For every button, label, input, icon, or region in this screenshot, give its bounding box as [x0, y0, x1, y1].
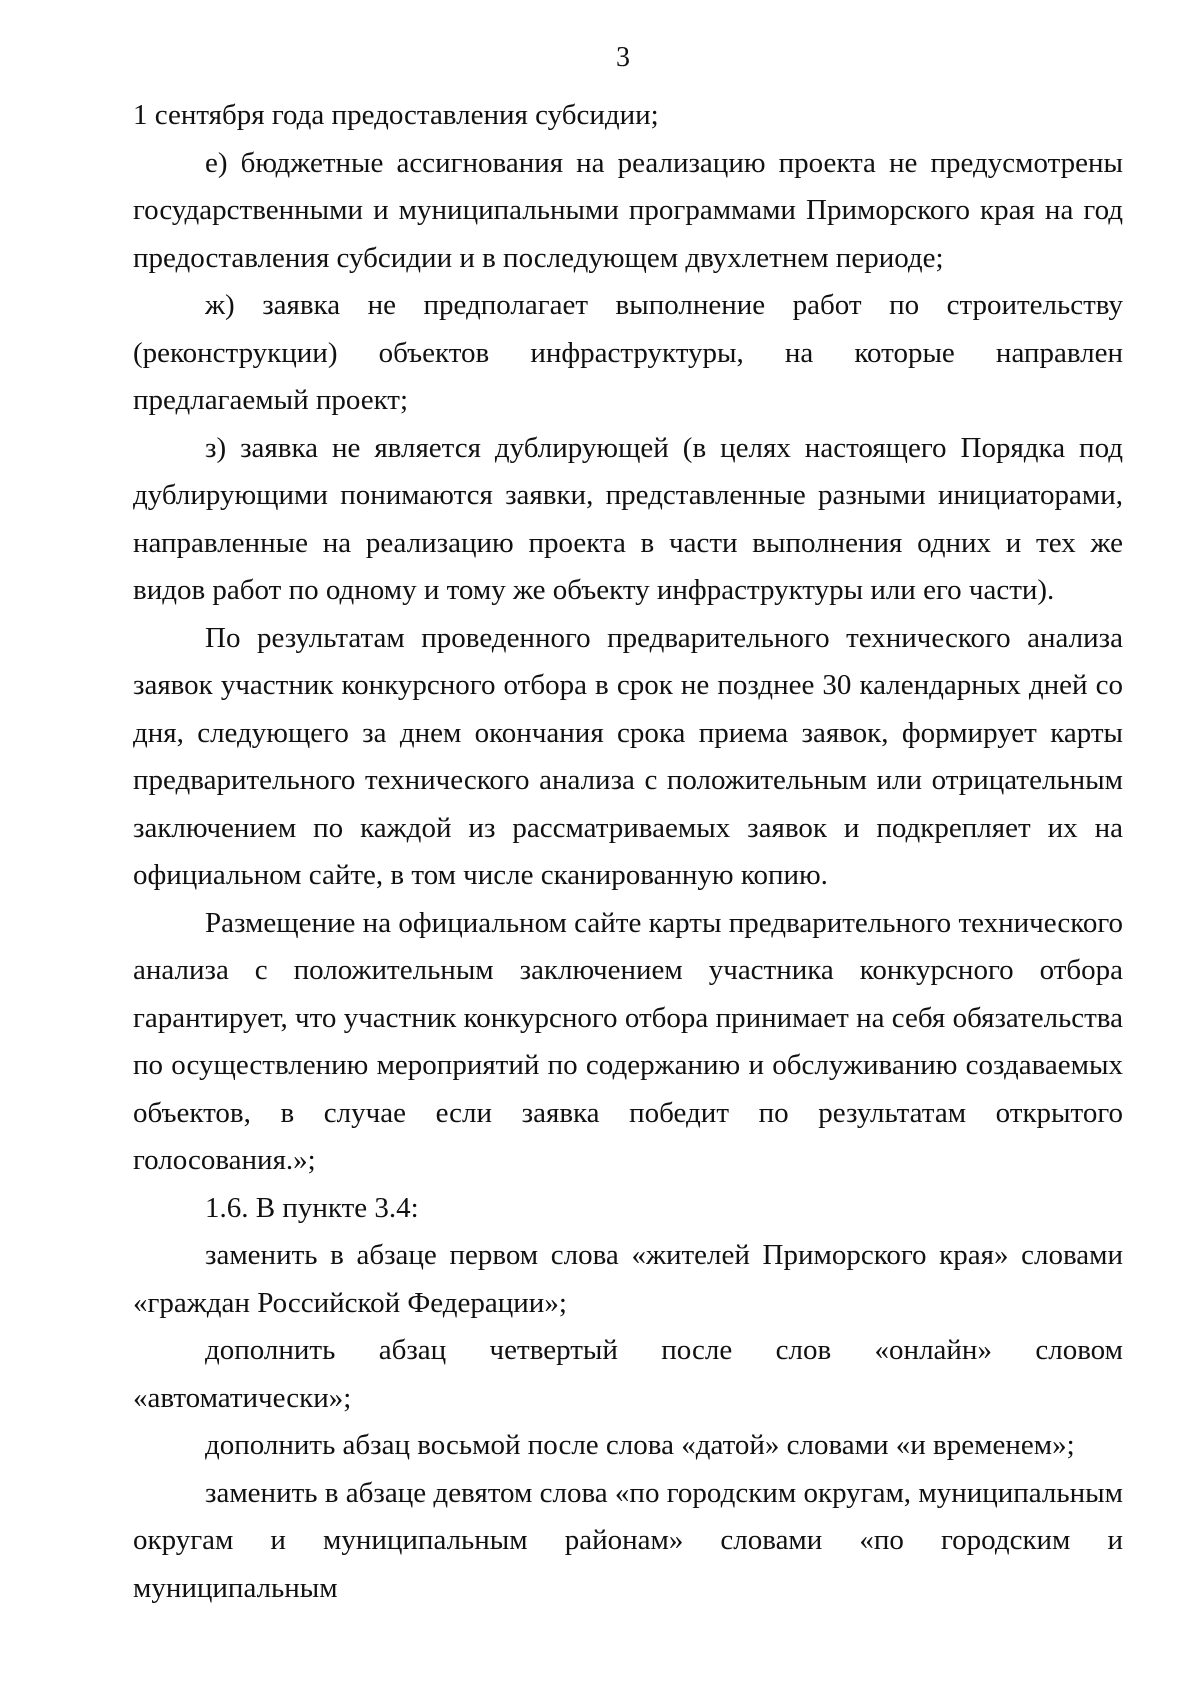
document-body — [133, 92, 1123, 1612]
page-number: 3 — [616, 42, 630, 73]
paragraph-continuation: 1 сентября года предоставления субсидии; — [133, 99, 659, 131]
paragraph-item-z: з) заявка не является дублирующей (в целях настоящего Порядка под дублирующими понимаются заявки, представленные разными инициаторами, направленные на реализацию проекта в части выполнения одних и тех же видов работ по одному и тому же объекту инфраструктуры или его части). — [133, 431, 1123, 606]
paragraph-amendment-eighth: дополнить абзац восьмой после слова «датой» словами «и временем»; — [205, 1429, 1075, 1461]
paragraph-amendment-fourth: дополнить абзац четвертый после слов «онлайн» словом «автоматически»; — [133, 1334, 1123, 1414]
paragraph-item-zh: ж) заявка не предполагает выполнение работ по строительству (реконструкции) объектов инфраструктуры, на которые направлен предлагаемый проект; — [133, 289, 1123, 416]
paragraph-placement-guarantee: Размещение на официальном сайте карты предварительного технического анализа с положительным заключением участника конкурсного отбора гарантирует, что участник конкурсного отбора принимает на себя обязательства по осуществлению мероприятий по содержанию и обслуживанию создаваемых объектов, в случае если заявка победит по результатам открытого голосования.»; — [133, 906, 1123, 1176]
paragraph-item-e: е) бюджетные ассигнования на реализацию проекта не предусмотрены государственными и муниципальными программами Приморского края на год предоставления субсидии и в последующем двухлетнем периоде; — [133, 146, 1123, 274]
paragraph-technical-analysis: По результатам проведенного предварительного технического анализа заявок участник конкурсного отбора в срок не позднее 30 календарных дней со дня, следующего за днем окончания срока приема заявок, формирует карты предварительного технического анализа с положительным или отрицательным заключением по каждой из рассматриваемых заявок и подкрепляет их на официальном сайте, в том числе сканированную копию. — [133, 621, 1123, 891]
paragraph-section-heading: 1.6. В пункте 3.4: — [205, 1191, 419, 1224]
paragraph-amendment-ninth: заменить в абзаце девятом слова «по городским округам, муниципальным округам и муниципальным районам» словами «по городским и муниципальным — [133, 1476, 1123, 1604]
paragraph-amendment-first: заменить в абзаце первом слова «жителей Приморского края» словами «граждан Российской Федерации»; — [133, 1239, 1123, 1319]
